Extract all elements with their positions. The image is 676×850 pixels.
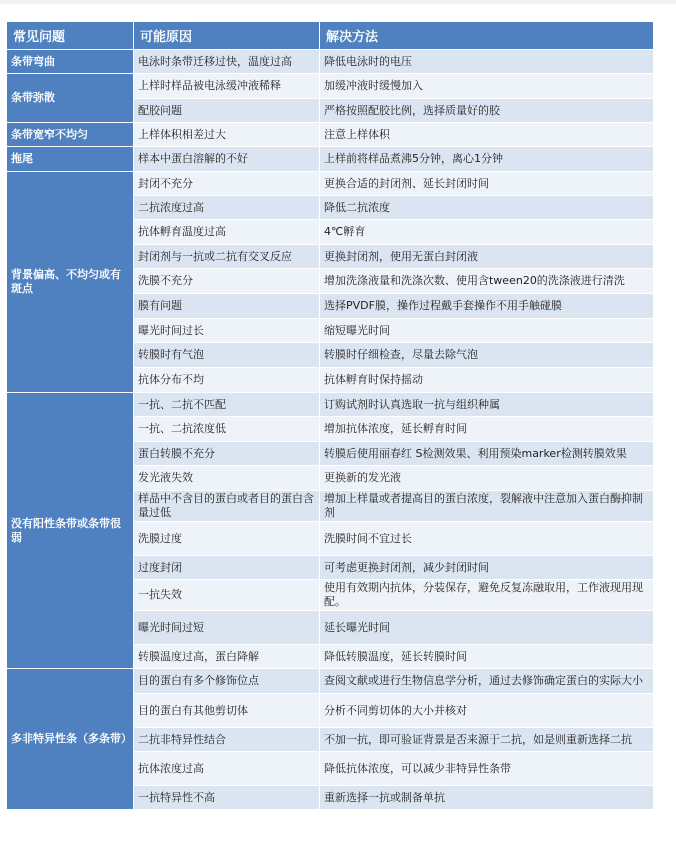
solution-cell: 增加洗涤液量和洗涤次数、使用含tween20的洗涤液进行清洗 <box>320 269 654 294</box>
solution-cell: 洗膜时间不宜过长 <box>320 522 654 556</box>
cause-cell: 一抗、二抗不匹配 <box>134 393 320 417</box>
solution-cell: 降低二抗浓度 <box>320 196 654 220</box>
cause-cell: 抗体浓度过高 <box>134 752 320 786</box>
table-row <box>7 669 654 694</box>
solution-cell: 可考虑更换封闭剂，减少封闭时间 <box>320 556 654 580</box>
table-row <box>7 74 654 99</box>
cause-cell: 样本中蛋白溶解的不好 <box>134 147 320 172</box>
solution-cell: 缩短曝光时间 <box>320 319 654 343</box>
solution-cell: 增加上样量或者提高目的蛋白浓度，裂解液中注意加入蛋白酶抑制剂 <box>320 491 654 522</box>
problem-cell: 拖尾 <box>7 147 134 172</box>
header-problem: 常见问题 <box>7 22 134 50</box>
solution-cell: 延长曝光时间 <box>320 611 654 645</box>
solution-cell: 4℃孵育 <box>320 220 654 245</box>
problem-cell: 条带弯曲 <box>7 50 134 74</box>
solution-cell: 更换合适的封闭剂、延长封闭时间 <box>320 172 654 196</box>
cause-cell: 发光液失效 <box>134 466 320 491</box>
solution-cell: 更换封闭剂，使用无蛋白封闭液 <box>320 245 654 269</box>
cause-cell: 一抗特异性不高 <box>134 786 320 810</box>
solution-cell: 查阅文献或进行生物信息学分析，通过去修饰确定蛋白的实际大小 <box>320 669 654 694</box>
cause-cell: 配胶问题 <box>134 99 320 123</box>
solution-cell: 降低抗体浓度，可以减少非特异性条带 <box>320 752 654 786</box>
cause-cell: 一抗、二抗浓度低 <box>134 417 320 442</box>
solution-cell: 重新选择一抗或制备单抗 <box>320 786 654 810</box>
cause-cell: 抗体分布不均 <box>134 368 320 393</box>
table-row <box>7 172 654 196</box>
table-row <box>7 123 654 147</box>
solution-cell: 选择PVDF膜，操作过程戴手套操作不用手触碰膜 <box>320 294 654 319</box>
solution-cell: 上样前将样品煮沸5分钟，离心1分钟 <box>320 147 654 172</box>
solution-cell: 更换新的发光液 <box>320 466 654 491</box>
solution-cell: 不加一抗，即可验证背景是否来源于二抗，如是则重新选择二抗 <box>320 728 654 752</box>
cause-cell: 洗膜过度 <box>134 522 320 556</box>
solution-cell: 转膜后使用丽春红 S检测效果、利用预染marker检测转膜效果 <box>320 442 654 466</box>
solution-cell: 降低电泳时的电压 <box>320 50 654 74</box>
troubleshooting-table <box>6 21 654 810</box>
cause-cell: 电泳时条带迁移过快，温度过高 <box>134 50 320 74</box>
solution-cell: 使用有效期内抗体，分装保存，避免反复冻融取用，工作液现用现配。 <box>320 580 654 611</box>
solution-cell: 严格按照配胶比例，选择质量好的胶 <box>320 99 654 123</box>
cause-cell: 转膜时有气泡 <box>134 343 320 368</box>
cause-cell: 样品中不含目的蛋白或者目的蛋白含量过低 <box>134 491 320 522</box>
cause-cell: 二抗非特异性结合 <box>134 728 320 752</box>
table-body <box>7 50 654 810</box>
top-border <box>0 0 676 4</box>
problem-cell: 多非特异性条（多条带） <box>7 669 134 810</box>
solution-cell: 增加抗体浓度，延长孵育时间 <box>320 417 654 442</box>
cause-cell: 上样体积相差过大 <box>134 123 320 147</box>
cause-cell: 一抗失效 <box>134 580 320 611</box>
cause-cell: 抗体孵育温度过高 <box>134 220 320 245</box>
solution-cell: 分析不同剪切体的大小并核对 <box>320 694 654 728</box>
cause-cell: 转膜温度过高，蛋白降解 <box>134 645 320 669</box>
problem-cell: 条带弥散 <box>7 74 134 123</box>
cause-cell: 目的蛋白有其他剪切体 <box>134 694 320 728</box>
solution-cell: 订购试剂时认真选取一抗与组织种属 <box>320 393 654 417</box>
table-header-row <box>7 22 654 50</box>
solution-cell: 降低转膜温度，延长转膜时间 <box>320 645 654 669</box>
problem-cell: 条带宽窄不均匀 <box>7 123 134 147</box>
cause-cell: 上样时样品被电泳缓冲液稀释 <box>134 74 320 99</box>
cause-cell: 二抗浓度过高 <box>134 196 320 220</box>
table-row <box>7 50 654 74</box>
cause-cell: 过度封闭 <box>134 556 320 580</box>
solution-cell: 注意上样体积 <box>320 123 654 147</box>
solution-cell: 转膜时仔细检查，尽量去除气泡 <box>320 343 654 368</box>
table-row <box>7 393 654 417</box>
problem-cell: 背景偏高、不均匀或有斑点 <box>7 172 134 393</box>
troubleshooting-table-container <box>6 21 653 810</box>
cause-cell: 洗膜不充分 <box>134 269 320 294</box>
cause-cell: 蛋白转膜不充分 <box>134 442 320 466</box>
table-row <box>7 147 654 172</box>
cause-cell: 膜有问题 <box>134 294 320 319</box>
header-cause: 可能原因 <box>134 22 320 50</box>
cause-cell: 曝光时间过长 <box>134 319 320 343</box>
cause-cell: 曝光时间过短 <box>134 611 320 645</box>
problem-cell: 没有阳性条带或条带很弱 <box>7 393 134 669</box>
cause-cell: 封闭剂与一抗或二抗有交叉反应 <box>134 245 320 269</box>
solution-cell: 加缓冲液时缓慢加入 <box>320 74 654 99</box>
solution-cell: 抗体孵育时保持摇动 <box>320 368 654 393</box>
header-solution: 解决方法 <box>320 22 654 50</box>
cause-cell: 封闭不充分 <box>134 172 320 196</box>
cause-cell: 目的蛋白有多个修饰位点 <box>134 669 320 694</box>
